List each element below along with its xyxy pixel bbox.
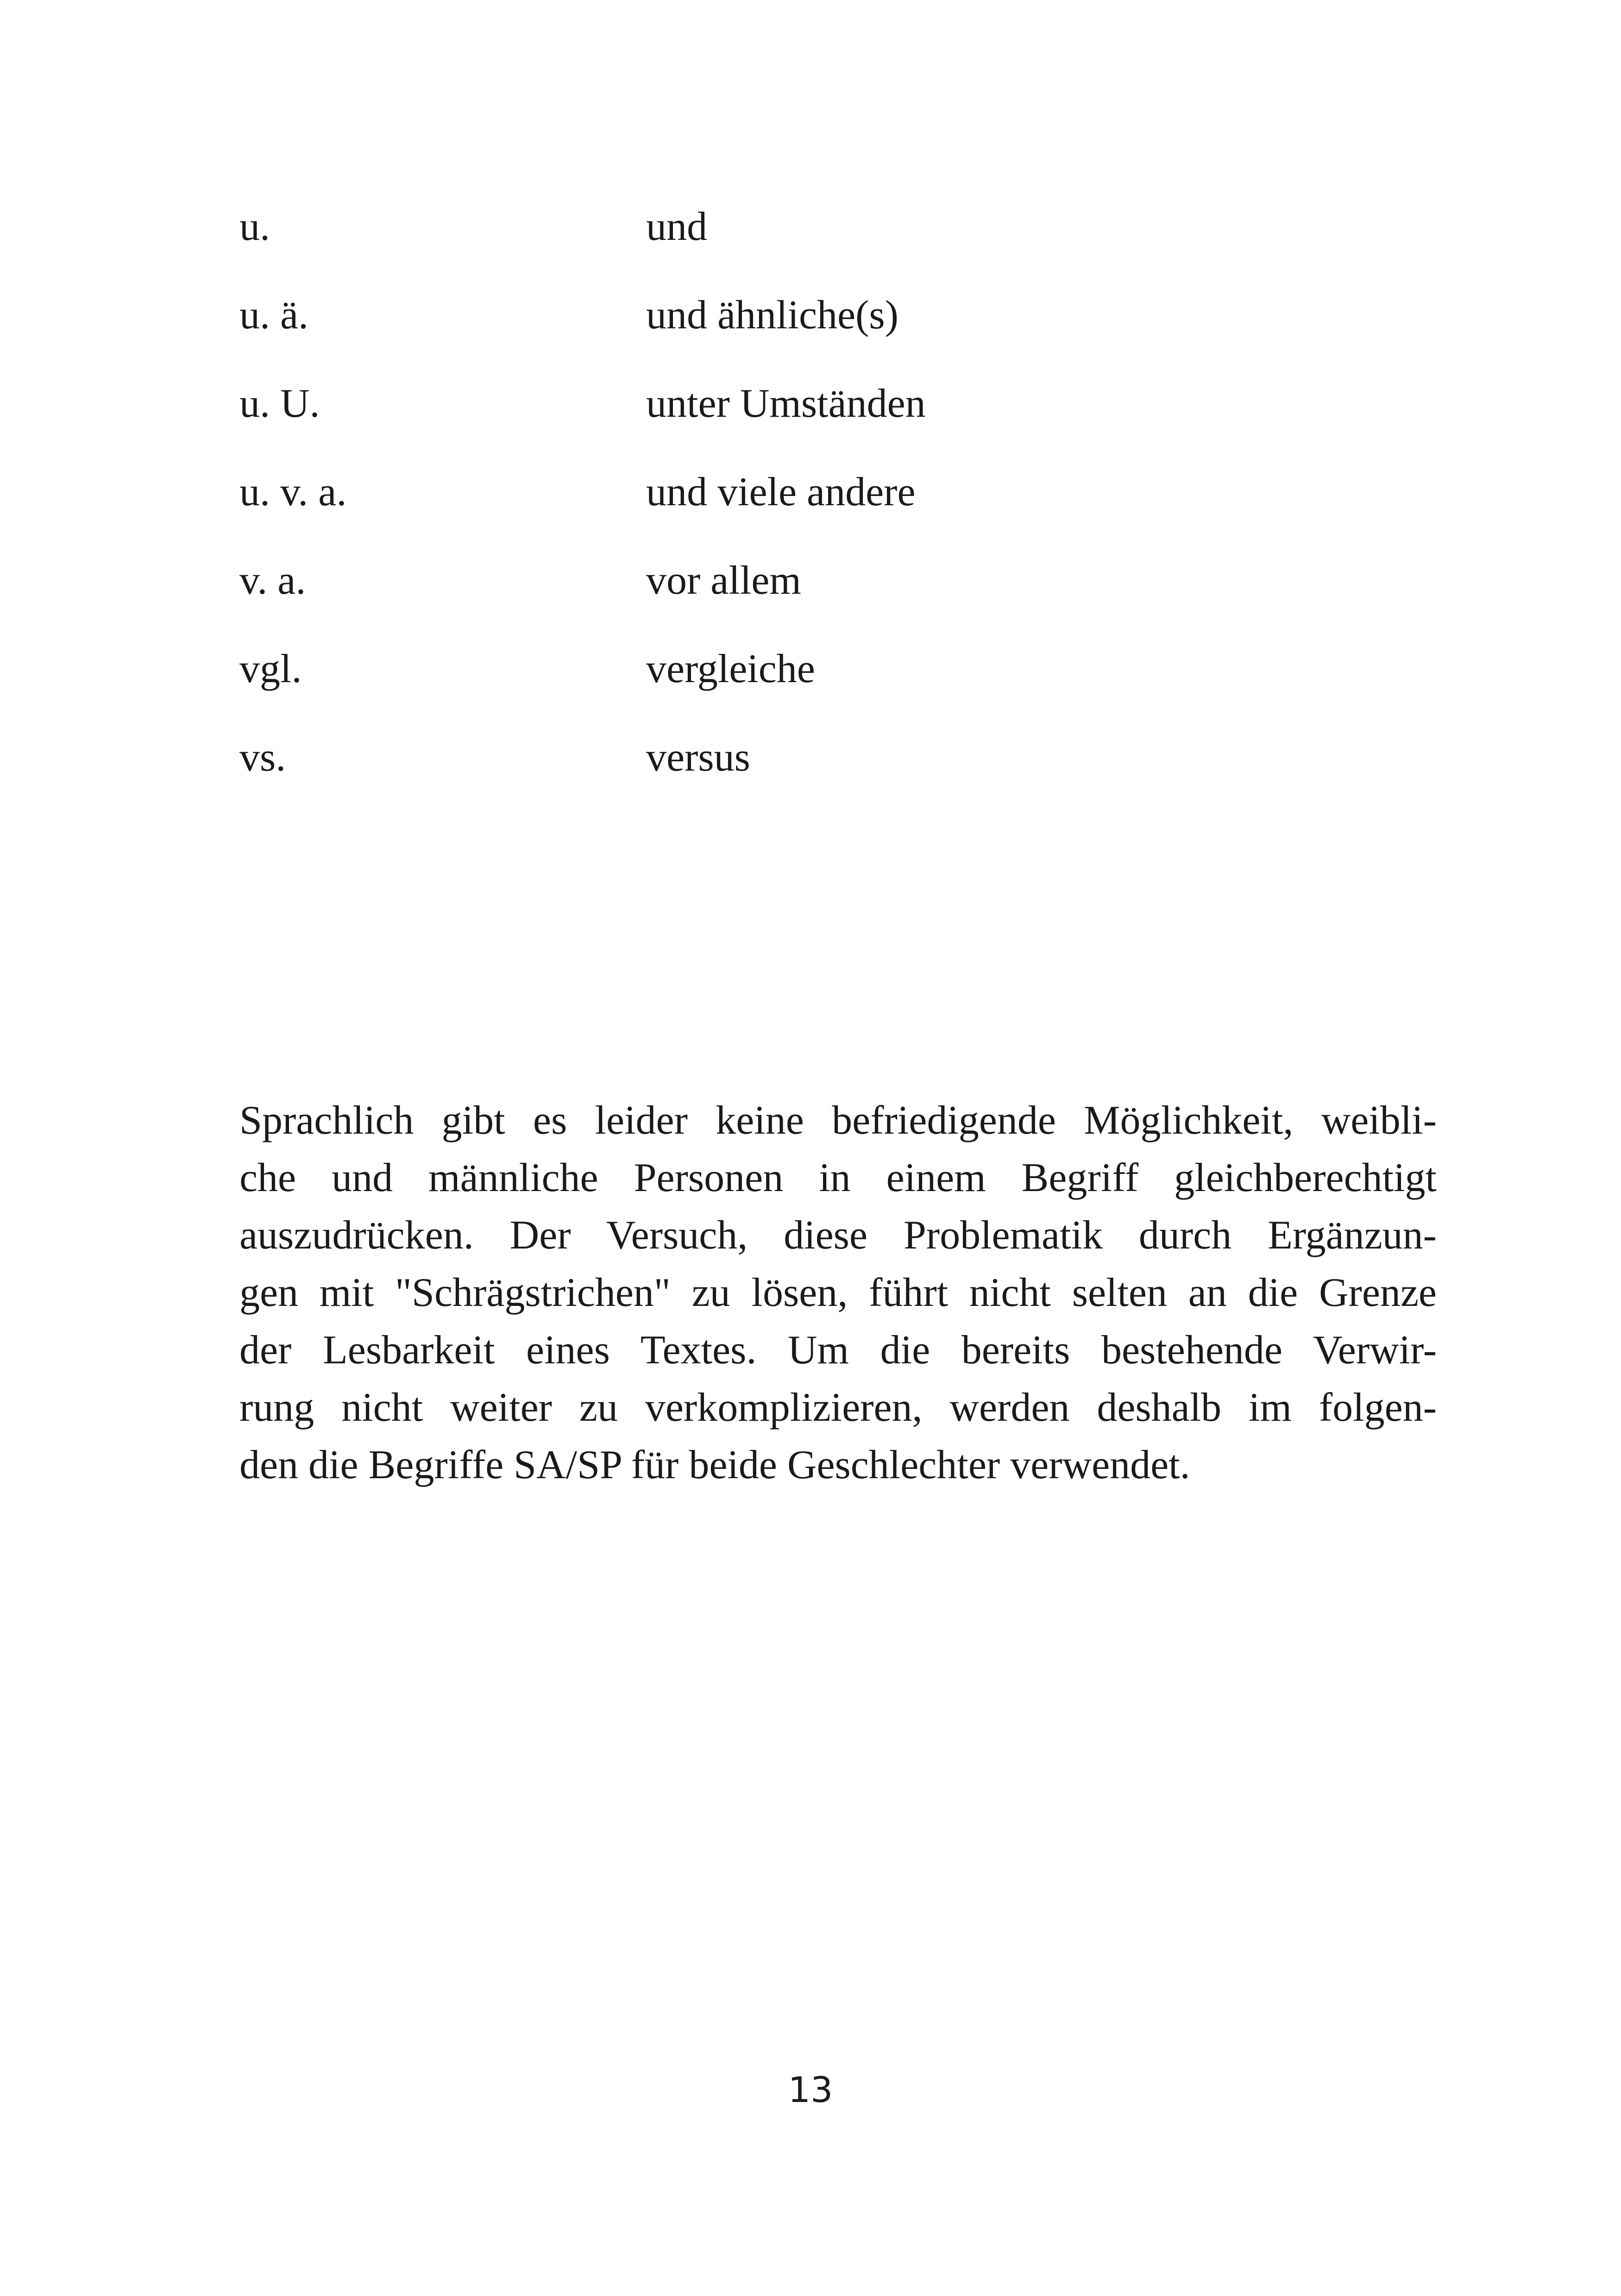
abbreviation-meaning: vergleiche (646, 646, 815, 691)
abbreviation-short: vgl. (239, 646, 302, 691)
abbreviation-row (239, 204, 1444, 292)
abbreviation-row (239, 292, 1444, 381)
abbreviation-row (239, 646, 1444, 734)
abbreviation-short: v. a. (239, 558, 306, 603)
abbreviation-list (239, 204, 1444, 823)
abbreviation-row (239, 558, 1444, 646)
note-line: che und männliche Personen in einem Begriff gleichberechtigt (239, 1155, 1437, 1200)
note-line: den die Begriffe SA/SP für beide Geschlechter verwendet. (239, 1443, 1190, 1487)
abbreviation-row (239, 381, 1444, 469)
note-line: der Lesbarkeit eines Textes. Um die bereits bestehende Verwir- (239, 1328, 1437, 1373)
abbreviation-short: u. (239, 204, 270, 249)
abbreviation-short: u. U. (239, 381, 320, 426)
abbreviation-meaning: und viele andere (646, 470, 916, 514)
page-number: 13 (788, 2069, 833, 2110)
gender-language-note (239, 1092, 1437, 1494)
abbreviation-meaning: und (646, 204, 707, 249)
note-line: rung nicht weiter zu verkomplizieren, werden deshalb im folgen- (239, 1385, 1437, 1430)
abbreviation-row (239, 469, 1444, 558)
abbreviation-short: u. ä. (239, 293, 309, 338)
abbreviation-meaning: und ähnliche(s) (646, 293, 898, 338)
abbreviation-row (239, 734, 1444, 823)
abbreviation-meaning: vor allem (646, 558, 801, 603)
abbreviation-short: u. v. a. (239, 470, 347, 514)
note-line: Sprachlich gibt es leider keine befriedigende Möglichkeit, weibli- (239, 1098, 1437, 1143)
abbreviation-meaning: versus (646, 735, 750, 780)
note-line: auszudrücken. Der Versuch, diese Problematik durch Ergänzun- (239, 1213, 1437, 1258)
note-line: gen mit "Schrägstrichen" zu lösen, führt nicht selten an die Grenze (239, 1270, 1437, 1315)
abbreviation-meaning: unter Umständen (646, 381, 926, 426)
abbreviation-short: vs. (239, 735, 286, 780)
